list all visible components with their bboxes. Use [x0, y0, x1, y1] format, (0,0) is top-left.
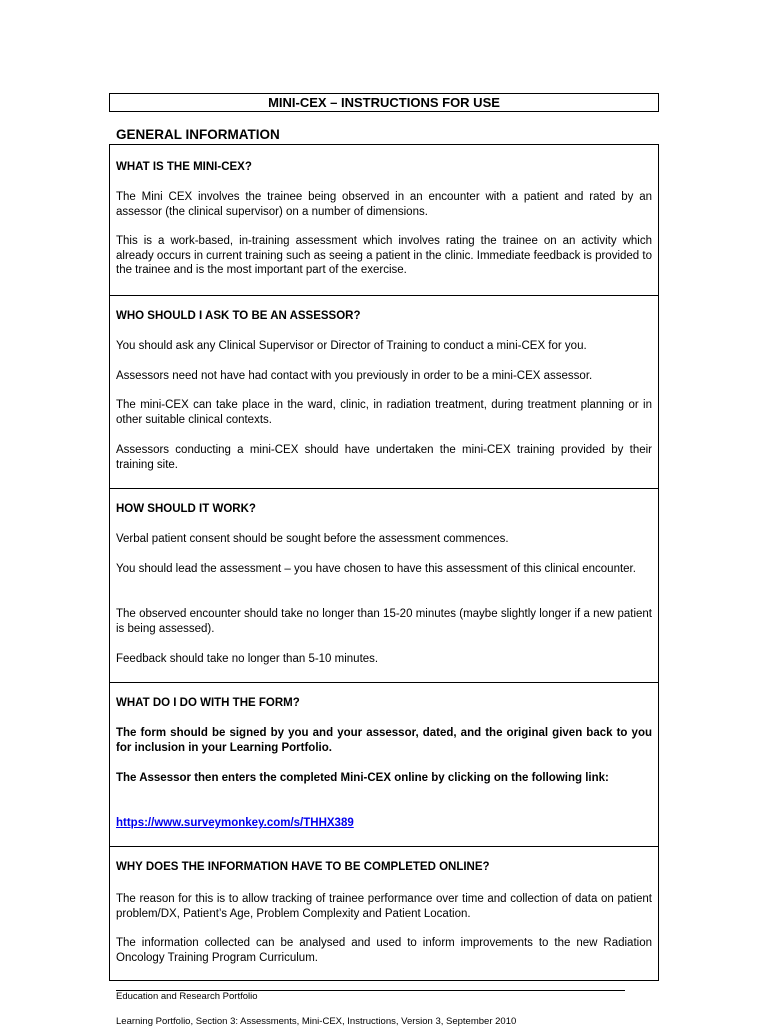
section-heading-who: WHO SHOULD I ASK TO BE AN ASSESSOR?	[116, 310, 361, 322]
paragraph: The Mini CEX involves the trainee being observed in an encounter with a patient and rated by an assessor (the clinical supervisor) on a number of dimensions.	[116, 191, 652, 218]
paragraph: The Assessor then enters the completed Mini-CEX online by clicking on the following link:	[116, 772, 609, 784]
paragraph: The information collected can be analysed and used to inform improvements to the new Radiation Oncology Training Program Curriculum.	[116, 937, 652, 964]
paragraph: The reason for this is to allow tracking of trainee performance over time and collection of data on patient problem/DX, Patient’s Age, Problem Complexity and Patient Location.	[116, 893, 652, 920]
footer-line-1: Education and Research Portfolio	[116, 991, 258, 1002]
info-table	[109, 144, 659, 981]
section-what-is-mini-cex	[110, 145, 658, 296]
paragraph: The form should be signed by you and your assessor, dated, and the original given back to you for inclusion in your Learning Portfolio.	[116, 727, 652, 754]
section-why-online	[110, 847, 658, 981]
paragraph: This is a work-based, in-training assessment which involves rating the trainee on an activity which already occurs in current training such as seeing a patient in the clinic. Immediate feedback is provided to the trainee and is the most important part of the exercise.	[116, 235, 652, 277]
section-heading-why: WHY DOES THE INFORMATION HAVE TO BE COMPLETED ONLINE?	[116, 861, 490, 873]
section-heading-form: WHAT DO I DO WITH THE FORM?	[116, 697, 300, 709]
section-how-it-works	[110, 489, 658, 683]
paragraph: The mini-CEX can take place in the ward, clinic, in radiation treatment, during treatment planning or in other suitable clinical contexts.	[116, 399, 652, 426]
paragraph: Assessors need not have had contact with you previously in order to be a mini-CEX assessor.	[116, 370, 593, 382]
paragraph: Verbal patient consent should be sought before the assessment commences.	[116, 533, 509, 545]
link-paragraph	[116, 816, 652, 831]
section-heading-what-is: WHAT IS THE MINI-CEX?	[116, 161, 252, 173]
paragraph: You should lead the assessment – you have chosen to have this assessment of this clinical encounter.	[116, 563, 636, 575]
section-heading-how: HOW SHOULD IT WORK?	[116, 503, 256, 515]
paragraph: Assessors conducting a mini-CEX should have undertaken the mini-CEX training provided by their training site.	[116, 444, 652, 471]
survey-link[interactable]: https://www.surveymonkey.com/s/THHX389	[116, 817, 354, 829]
footer-line-2: Learning Portfolio, Section 3: Assessments, Mini-CEX, Instructions, Version 3, September 2010	[116, 1016, 517, 1027]
section-what-form	[110, 683, 658, 847]
paragraph: You should ask any Clinical Supervisor or Director of Training to conduct a mini-CEX for you.	[116, 340, 587, 352]
section-who-assessor	[110, 296, 658, 489]
paragraph: The observed encounter should take no longer than 15-20 minutes (maybe slightly longer if a new patient is being assessed).	[116, 608, 652, 635]
document-title: MINI-CEX – INSTRUCTIONS FOR USE	[109, 93, 659, 112]
section-heading: GENERAL INFORMATION	[116, 127, 280, 142]
paragraph: Feedback should take no longer than 5-10 minutes.	[116, 653, 379, 665]
